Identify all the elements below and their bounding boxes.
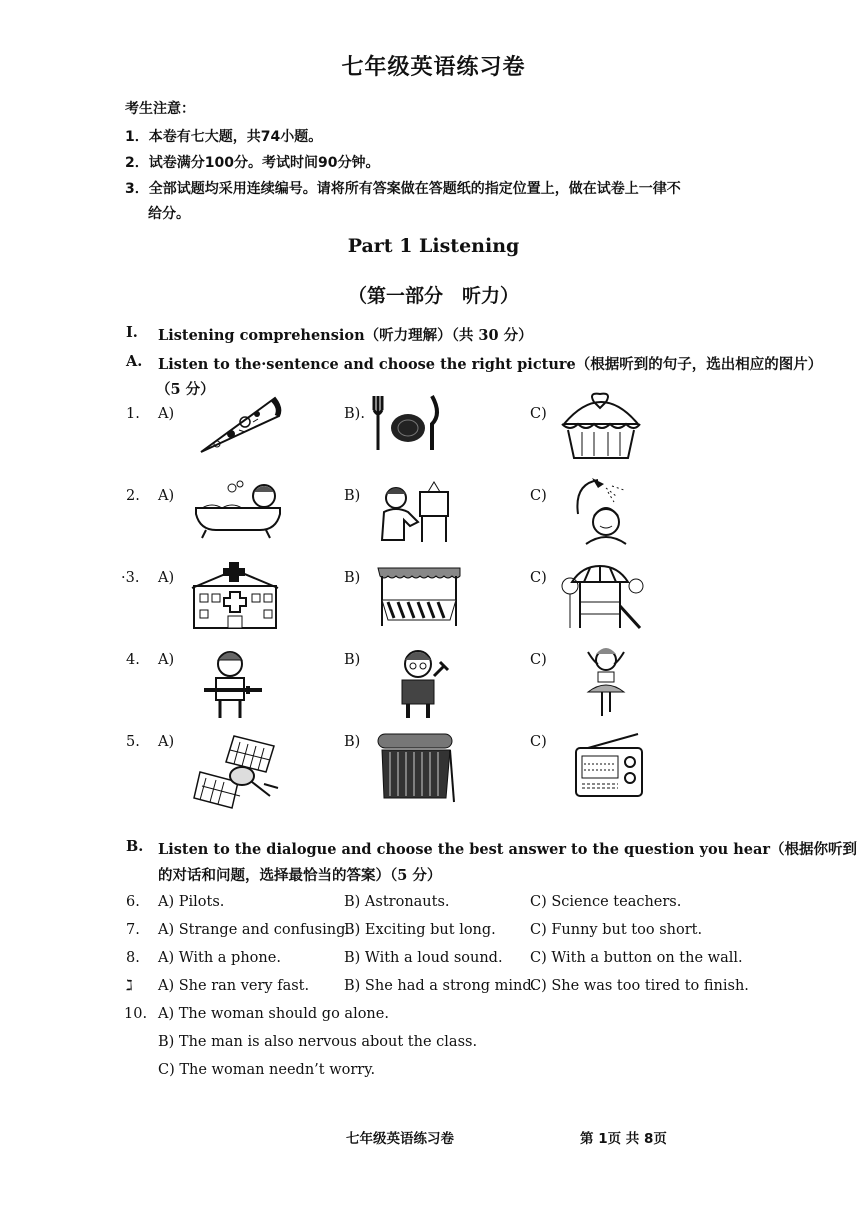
option-label: B) (344, 488, 361, 504)
steak-fork-knife-icon (368, 392, 446, 454)
solar-heater-icon (376, 732, 456, 804)
section-number: A. (126, 353, 143, 370)
option-label: A) (158, 570, 175, 586)
answer-option: C) Funny but too short. (530, 922, 703, 938)
satellite-icon (190, 730, 286, 814)
answer-option: A) The woman should go alone. (158, 1006, 389, 1022)
bath-icon (192, 478, 284, 540)
option-label: A) (158, 488, 175, 504)
question-number: 7. (126, 922, 140, 938)
page-number: 第 1页 共 8页 (580, 1131, 667, 1147)
question-number: ·3. (121, 570, 140, 586)
option-label: B) (344, 734, 361, 750)
option-label: B) (344, 652, 361, 668)
question-number: 4. (126, 652, 140, 668)
question-number: 1. (126, 406, 140, 422)
answer-option: B) The man is also nervous about the class. (158, 1034, 478, 1050)
question-number: 6. (126, 894, 140, 910)
soldier-icon (200, 646, 266, 720)
option-label: B) (344, 570, 361, 586)
section-heading: Listen to the dialogue and choose the best answer to the question you hear（根据你听到 (158, 841, 858, 858)
part-subtitle: （第一部分 听力） (347, 285, 519, 307)
section-heading: Listening comprehension（听力理解）（共 30 分） (158, 327, 533, 344)
option-label: C) (530, 734, 547, 750)
radio-icon (572, 730, 646, 802)
mechanic-icon (390, 646, 450, 720)
notice-item: 3．全部试题均采用连续编号。请将所有答案做在答题纸的指定位置上，做在试卷上一律不 (125, 181, 681, 197)
answer-option: B) Astronauts. (344, 894, 450, 910)
question-number: 2. (126, 488, 140, 504)
section-score: （5 分） (156, 381, 215, 398)
section-heading: Listen to the·sentence and choose the right picture（根据听到的句子，选出相应的图片） (158, 356, 823, 373)
answer-option: C) The woman needn’t worry. (158, 1062, 376, 1078)
tv-repair-icon (374, 478, 454, 544)
dancer-icon (582, 644, 630, 720)
shower-icon (566, 476, 636, 546)
answer-option: A) She ran very fast. (158, 978, 310, 994)
answer-option: C) Science teachers. (530, 894, 682, 910)
option-label: A) (158, 652, 175, 668)
cupcake-icon (558, 390, 644, 462)
answer-option: A) With a phone. (158, 950, 281, 966)
answer-option: A) Strange and confusing. (158, 922, 350, 938)
question-number: 8. (126, 950, 140, 966)
option-label: C) (530, 652, 547, 668)
section-heading: 的对话和问题，选择最恰当的答案）（5 分） (158, 867, 442, 884)
notice-item: 1．本卷有七大题，共74小题。 (125, 129, 323, 145)
answer-option: B) Exciting but long. (344, 922, 496, 938)
option-label: B). (344, 406, 365, 422)
notice-item: 给分。 (148, 206, 190, 222)
question-number: 10. (124, 1006, 148, 1022)
footer-title: 七年级英语练习卷 (346, 1131, 454, 1147)
answer-option: B) With a loud sound. (344, 950, 503, 966)
hospital-icon (190, 560, 280, 630)
answer-option: C) With a button on the wall. (530, 950, 743, 966)
option-label: C) (530, 406, 547, 422)
question-number: ℷ (126, 978, 133, 994)
option-label: C) (530, 570, 547, 586)
option-label: A) (158, 406, 175, 422)
pizza-icon (195, 392, 285, 458)
page-title: 七年级英语练习卷 (341, 54, 526, 80)
part-title: Part 1 Listening (347, 235, 520, 257)
question-number: 5. (126, 734, 140, 750)
notice-heading: 考生注意： (125, 101, 195, 117)
market-stall-icon (376, 564, 462, 630)
playground-icon (560, 562, 644, 632)
notice-item: 2．试卷满分100分。考试时间90分钟。 (125, 155, 380, 171)
answer-option: C) She was too tired to finish. (530, 978, 749, 994)
section-number: B. (126, 838, 144, 855)
section-number: I. (126, 324, 138, 341)
answer-option: B) She had a strong mind. (344, 978, 537, 994)
option-label: A) (158, 734, 175, 750)
option-label: C) (530, 488, 547, 504)
answer-option: A) Pilots. (158, 894, 225, 910)
